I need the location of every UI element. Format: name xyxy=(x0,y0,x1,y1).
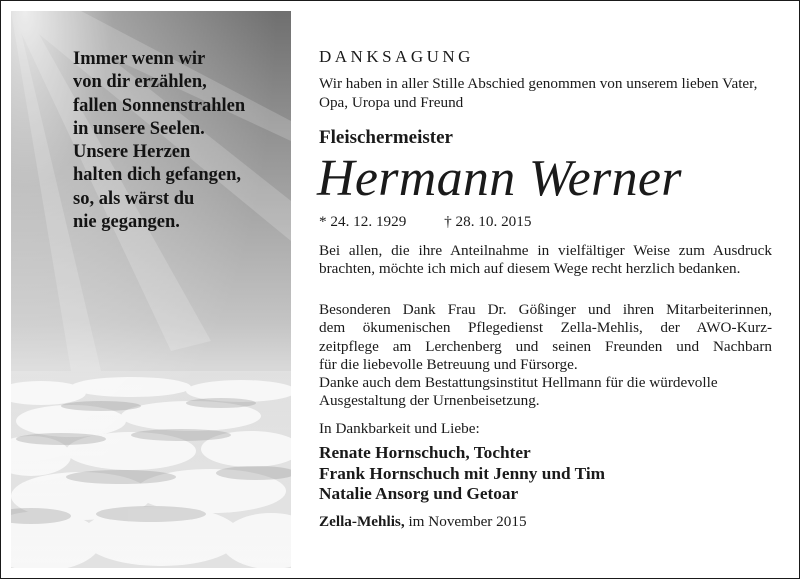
special-thanks-line: Ausgestaltung der Urnenbeisetzung. xyxy=(319,392,540,410)
closing-line: In Dankbarkeit und Liebe: xyxy=(319,420,480,437)
poem-line: so, als wärst du xyxy=(73,188,195,209)
special-thanks-line: Besonderen Dank Frau Dr. Gößinger und ihren Mitarbeiterinnen, xyxy=(319,301,772,318)
birth-date: * 24. 12. 1929 xyxy=(319,213,407,230)
special-thanks-line: zeitpflege am Lerchenberg und seinen Freunden und Nachbarn xyxy=(319,337,772,355)
death-date: † 28. 10. 2015 xyxy=(444,213,532,230)
special-thanks-line: Danke auch dem Bestattungsinstitut Hellmann für die würdevolle xyxy=(319,374,718,392)
poem-line: fallen Sonnenstrahlen xyxy=(73,95,246,116)
special-thanks-line: dem ökumenischen Pflegedienst Zella-Mehlis, der AWO-Kurz- xyxy=(319,319,772,337)
poem-line: Immer wenn wir xyxy=(73,49,206,69)
memorial-poem xyxy=(73,48,288,234)
intro-text: Wir haben in aller Stille Abschied genommen von unserem lieben Vater, Opa, Uropa und Freund xyxy=(319,75,758,111)
poem-line: Unsere Herzen xyxy=(73,142,191,163)
deceased-name: Hermann Werner xyxy=(317,150,682,207)
sky-clouds-image xyxy=(11,11,291,568)
poem-line: nie gegangen. xyxy=(73,212,180,233)
profession: Fleischermeister xyxy=(319,127,453,148)
place-and-date xyxy=(319,513,527,531)
special-thanks-line: für die liebevolle Betreuung und Fürsorge. xyxy=(319,355,578,373)
poem-line: in unsere Seelen. xyxy=(73,118,205,139)
poem-line: halten dich gefangen, xyxy=(73,165,242,186)
place: Zella-Mehlis, xyxy=(319,513,405,530)
heading: DANKSAGUNG xyxy=(319,47,474,66)
date: im November 2015 xyxy=(408,513,527,530)
family-member: Renate Hornschuch, Tochter xyxy=(319,443,531,462)
special-thanks-paragraph xyxy=(319,301,772,411)
thanks-paragraph: Bei allen, die ihre Anteilnahme in vielfältiger Weise zum Ausdruck brachten, möchte ich mich auf diesem Wege recht herzlich bedanken. xyxy=(319,242,772,278)
family-signatures xyxy=(319,443,605,505)
life-dates xyxy=(319,213,531,231)
family-member: Frank Hornschuch mit Jenny und Tim xyxy=(319,463,606,483)
poem-line: von dir erzählen, xyxy=(73,72,207,93)
family-member: Natalie Ansorg und Getoar xyxy=(319,484,519,504)
